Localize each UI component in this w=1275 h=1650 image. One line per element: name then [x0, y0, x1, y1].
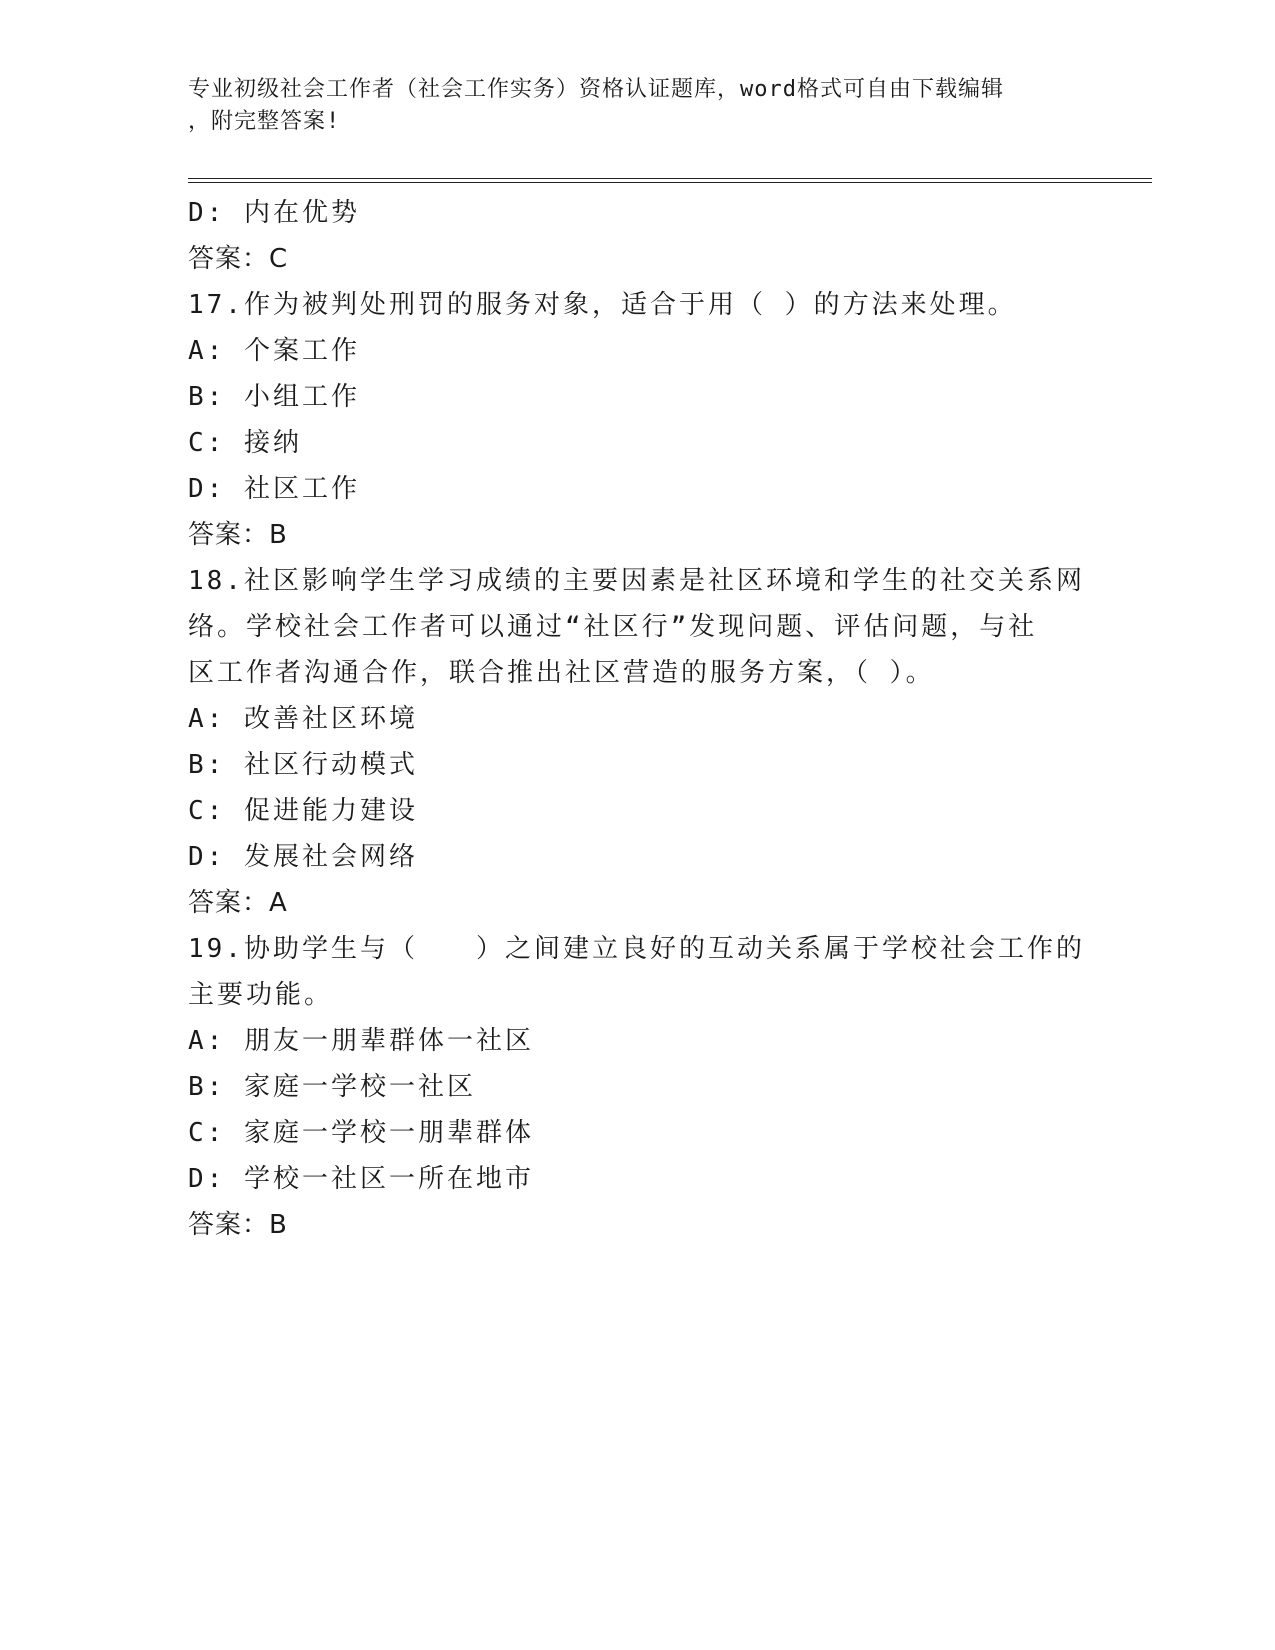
- option-a: A: 改善社区环境: [188, 704, 418, 734]
- previous-question-tail: [188, 190, 1088, 282]
- header-line-1: 专业初级社会工作者（社会工作实务）资格认证题库，word格式可自由下载编辑: [188, 77, 1004, 102]
- question-18: [188, 558, 1088, 926]
- answer-line: 答案：B: [188, 520, 288, 550]
- question-stem-line-3: 区工作者沟通合作，联合推出社区营造的服务方案，（ ）。: [188, 658, 935, 688]
- document-body: [188, 190, 1088, 1248]
- option-a: A: 个案工作: [188, 336, 360, 366]
- question-stem-line-2: 络。学校社会工作者可以通过“社区行”发现问题、评估问题，与社: [188, 612, 1038, 642]
- answer-line: 答案：C: [188, 244, 289, 274]
- answer-line: 答案：B: [188, 1210, 288, 1240]
- question-stem-line-2: 主要功能。: [188, 980, 334, 1010]
- header-rule-bottom: [188, 182, 1152, 183]
- option-a: A: 朋友一朋辈群体一社区: [188, 1026, 534, 1056]
- option-d: D: 社区工作: [188, 474, 360, 504]
- question-stem: 17.作为被判处刑罚的服务对象，适合于用（ ）的方法来处理。: [188, 290, 1017, 320]
- option-b: B: 社区行动模式: [188, 750, 418, 780]
- question-19: [188, 926, 1088, 1248]
- header-line-2: ，附完整答案!: [188, 109, 341, 134]
- option-b: B: 小组工作: [188, 382, 360, 412]
- option-d: D: 发展社会网络: [188, 842, 418, 872]
- option-d: D: 学校一社区一所在地市: [188, 1164, 534, 1194]
- question-stem-line-1: 18.社区影响学生学习成绩的主要因素是社区环境和学生的社交关系网: [188, 566, 1085, 596]
- question-17: [188, 282, 1088, 558]
- option-d: D: 内在优势: [188, 198, 360, 228]
- option-b: B: 家庭一学校一社区: [188, 1072, 476, 1102]
- question-stem-line-1: 19.协助学生与（ ）之间建立良好的互动关系属于学校社会工作的: [188, 934, 1085, 964]
- option-c: C: 接纳: [188, 428, 302, 458]
- header-rule-top: [188, 178, 1152, 179]
- option-c: C: 家庭一学校一朋辈群体: [188, 1118, 534, 1148]
- answer-line: 答案：A: [188, 888, 288, 918]
- option-c: C: 促进能力建设: [188, 796, 418, 826]
- page-header: [188, 74, 1068, 138]
